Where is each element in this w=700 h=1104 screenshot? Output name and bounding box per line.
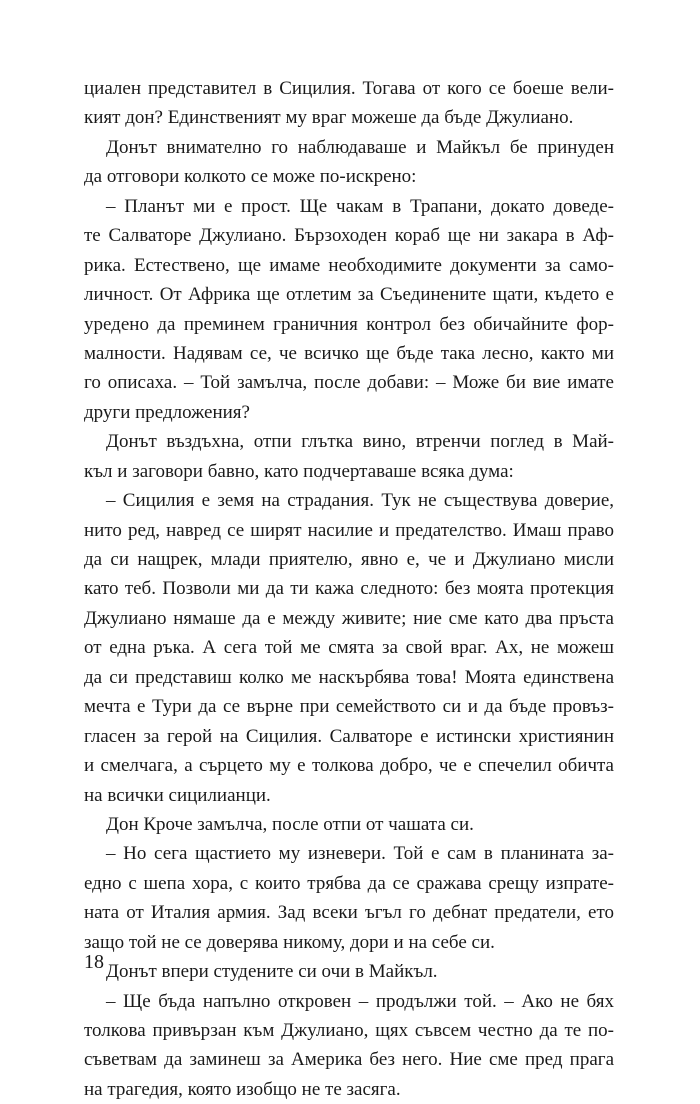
text-line: Джулиано нямаше да е между живите; ние сме като два пръста bbox=[84, 607, 614, 629]
text-line: на всички сицилианци. bbox=[84, 784, 271, 806]
text-line: – Сицилия е земя на страдания. Тук не съществува доверие, bbox=[106, 490, 614, 512]
text-line: кият дон? Единственият му враг можеше да бъде Джулиано. bbox=[84, 107, 574, 129]
text-line: Донът внимателно го наблюдаваше и Майкъл бе принуден bbox=[106, 136, 614, 158]
text-line: защо той не се доверява никому, дори и на себе си. bbox=[84, 931, 495, 953]
text-line: Донът въздъхна, отпи глътка вино, втренчи поглед в Май- bbox=[106, 431, 614, 453]
text-line: гласен за герой на Сицилия. Салваторе е истински християнин bbox=[84, 725, 614, 747]
page-body bbox=[84, 74, 614, 1104]
text-line: толкова привързан към Джулиано, щях съвсем честно да те по- bbox=[84, 1020, 614, 1041]
text-line: други предложения? bbox=[84, 401, 250, 423]
text-line: от една ръка. А сега той ме смята за свой враг. Ах, не можеш bbox=[84, 637, 614, 659]
text-line: Дон Кроче замълча, после отпи от чашата си. bbox=[106, 813, 474, 835]
text-line: ната от Италия армия. Зад всеки ъгъл го дебнат предатели, ето bbox=[84, 902, 614, 924]
page-number: 18 bbox=[84, 951, 104, 973]
text-line: рика. Естествено, ще имаме необходимите документи за само- bbox=[84, 254, 614, 276]
text-line: малности. Надявам се, че всичко ще бъде така лесно, както ми bbox=[84, 342, 614, 364]
text-line: на трагедия, която изобщо не те засяга. bbox=[84, 1078, 401, 1100]
text-line: – Планът ми е прост. Ще чакам в Трапани, докато доведе- bbox=[106, 195, 614, 217]
text-line: като теб. Позволи ми да ти кажа следното: без моята протекция bbox=[84, 578, 614, 600]
text-line: – Но сега щастието му изневери. Той е сам в планината за- bbox=[106, 843, 614, 865]
text-line: да си представиш колко ме наскърбява това! Моята единствена bbox=[84, 666, 614, 688]
text-line: и смелчага, а сърцето му е толкова добро, че е спечелил обичта bbox=[84, 755, 614, 777]
text-line: да си нащрек, млади приятелю, явно е, че и Джулиано мисли bbox=[84, 549, 614, 570]
text-line: те Салваторе Джулиано. Бързоходен кораб ще ни закара в Аф- bbox=[84, 225, 614, 247]
text-line: Донът впери студените си очи в Майкъл. bbox=[106, 961, 438, 983]
text-line: мечта е Тури да се върне при семейството си и да бъде провъз- bbox=[84, 696, 614, 718]
text-line: едно с шепа хора, с които трябва да се сражава срещу изпрате- bbox=[84, 872, 614, 894]
text-line: нито ред, навред се ширят насилие и предателство. Имаш право bbox=[84, 519, 614, 541]
text-line: къл и заговори бавно, като подчертаваше всяка дума: bbox=[84, 460, 514, 482]
text-line: го описаха. – Той замълча, после добави: – Може би вие имате bbox=[84, 372, 614, 394]
text-line: уредено да преминем граничния контрол без обичайните фор- bbox=[84, 313, 614, 335]
text-line: циален представител в Сицилия. Тогава от кого се боеше вели- bbox=[84, 78, 614, 99]
text-line: – Ще бъда напълно откровен – продължи той. – Ако не бях bbox=[106, 990, 614, 1012]
text-line: да отговори колкото се може по-искрено: bbox=[84, 166, 417, 188]
text-line: съветвам да заминеш за Америка без него. Ние сме пред прага bbox=[84, 1049, 614, 1071]
text-line: личност. От Африка ще отлетим за Съединените щати, където е bbox=[84, 284, 614, 306]
